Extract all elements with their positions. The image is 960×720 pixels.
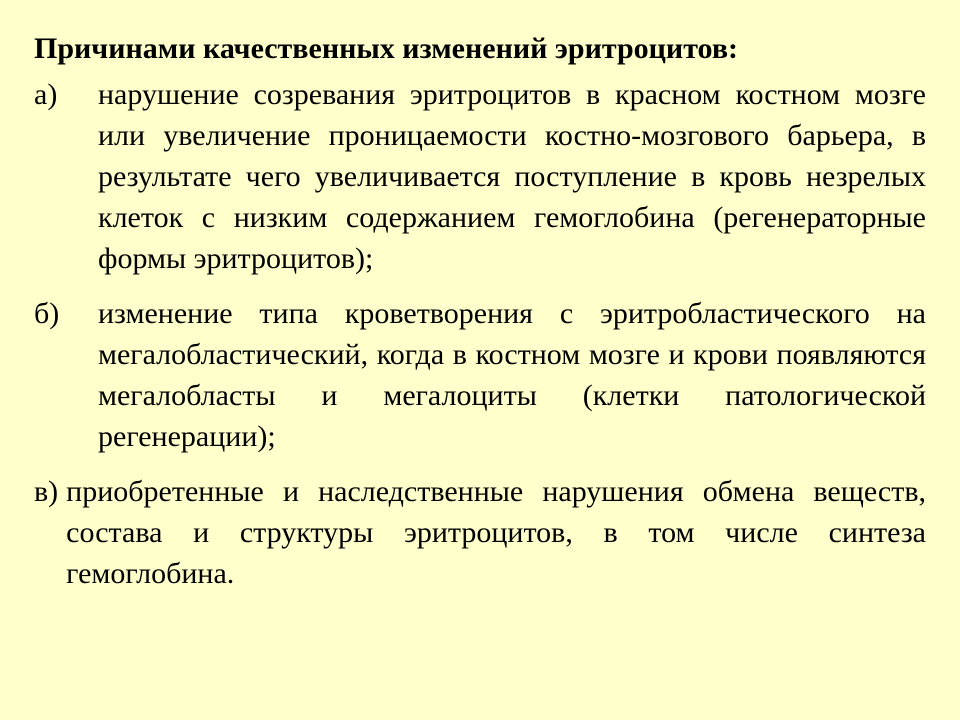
list-item-b <box>34 293 926 457</box>
list-item-c <box>34 471 926 594</box>
list-text-a: нарушение созревания эритроцитов в красном костном мозге или увеличение проницаемости костно-мозгового барьера, в результате чего увеличивается поступление в кровь незрелых клеток с низким содержанием гемоглобина (регенераторные формы эритроцитов); <box>98 78 926 275</box>
list-marker-b: б) <box>34 297 60 330</box>
list-marker-c: в) <box>34 475 59 508</box>
list-item-a <box>34 74 926 279</box>
list-text-b: изменение типа кроветворения с эритробластического на мегалобластический, когда в костном мозге и крови появляются мегалобласты и мегалоциты (клетки патологической регенерации); <box>98 297 926 453</box>
list-marker-a: а) <box>34 78 58 111</box>
slide-heading: Причинами качественных изменений эритроцитов: <box>34 32 739 65</box>
list-text-c: приобретенные и наследственные нарушения обмена веществ, состава и структуры эритроцитов, в том числе синтеза гемоглобина. <box>66 475 926 590</box>
